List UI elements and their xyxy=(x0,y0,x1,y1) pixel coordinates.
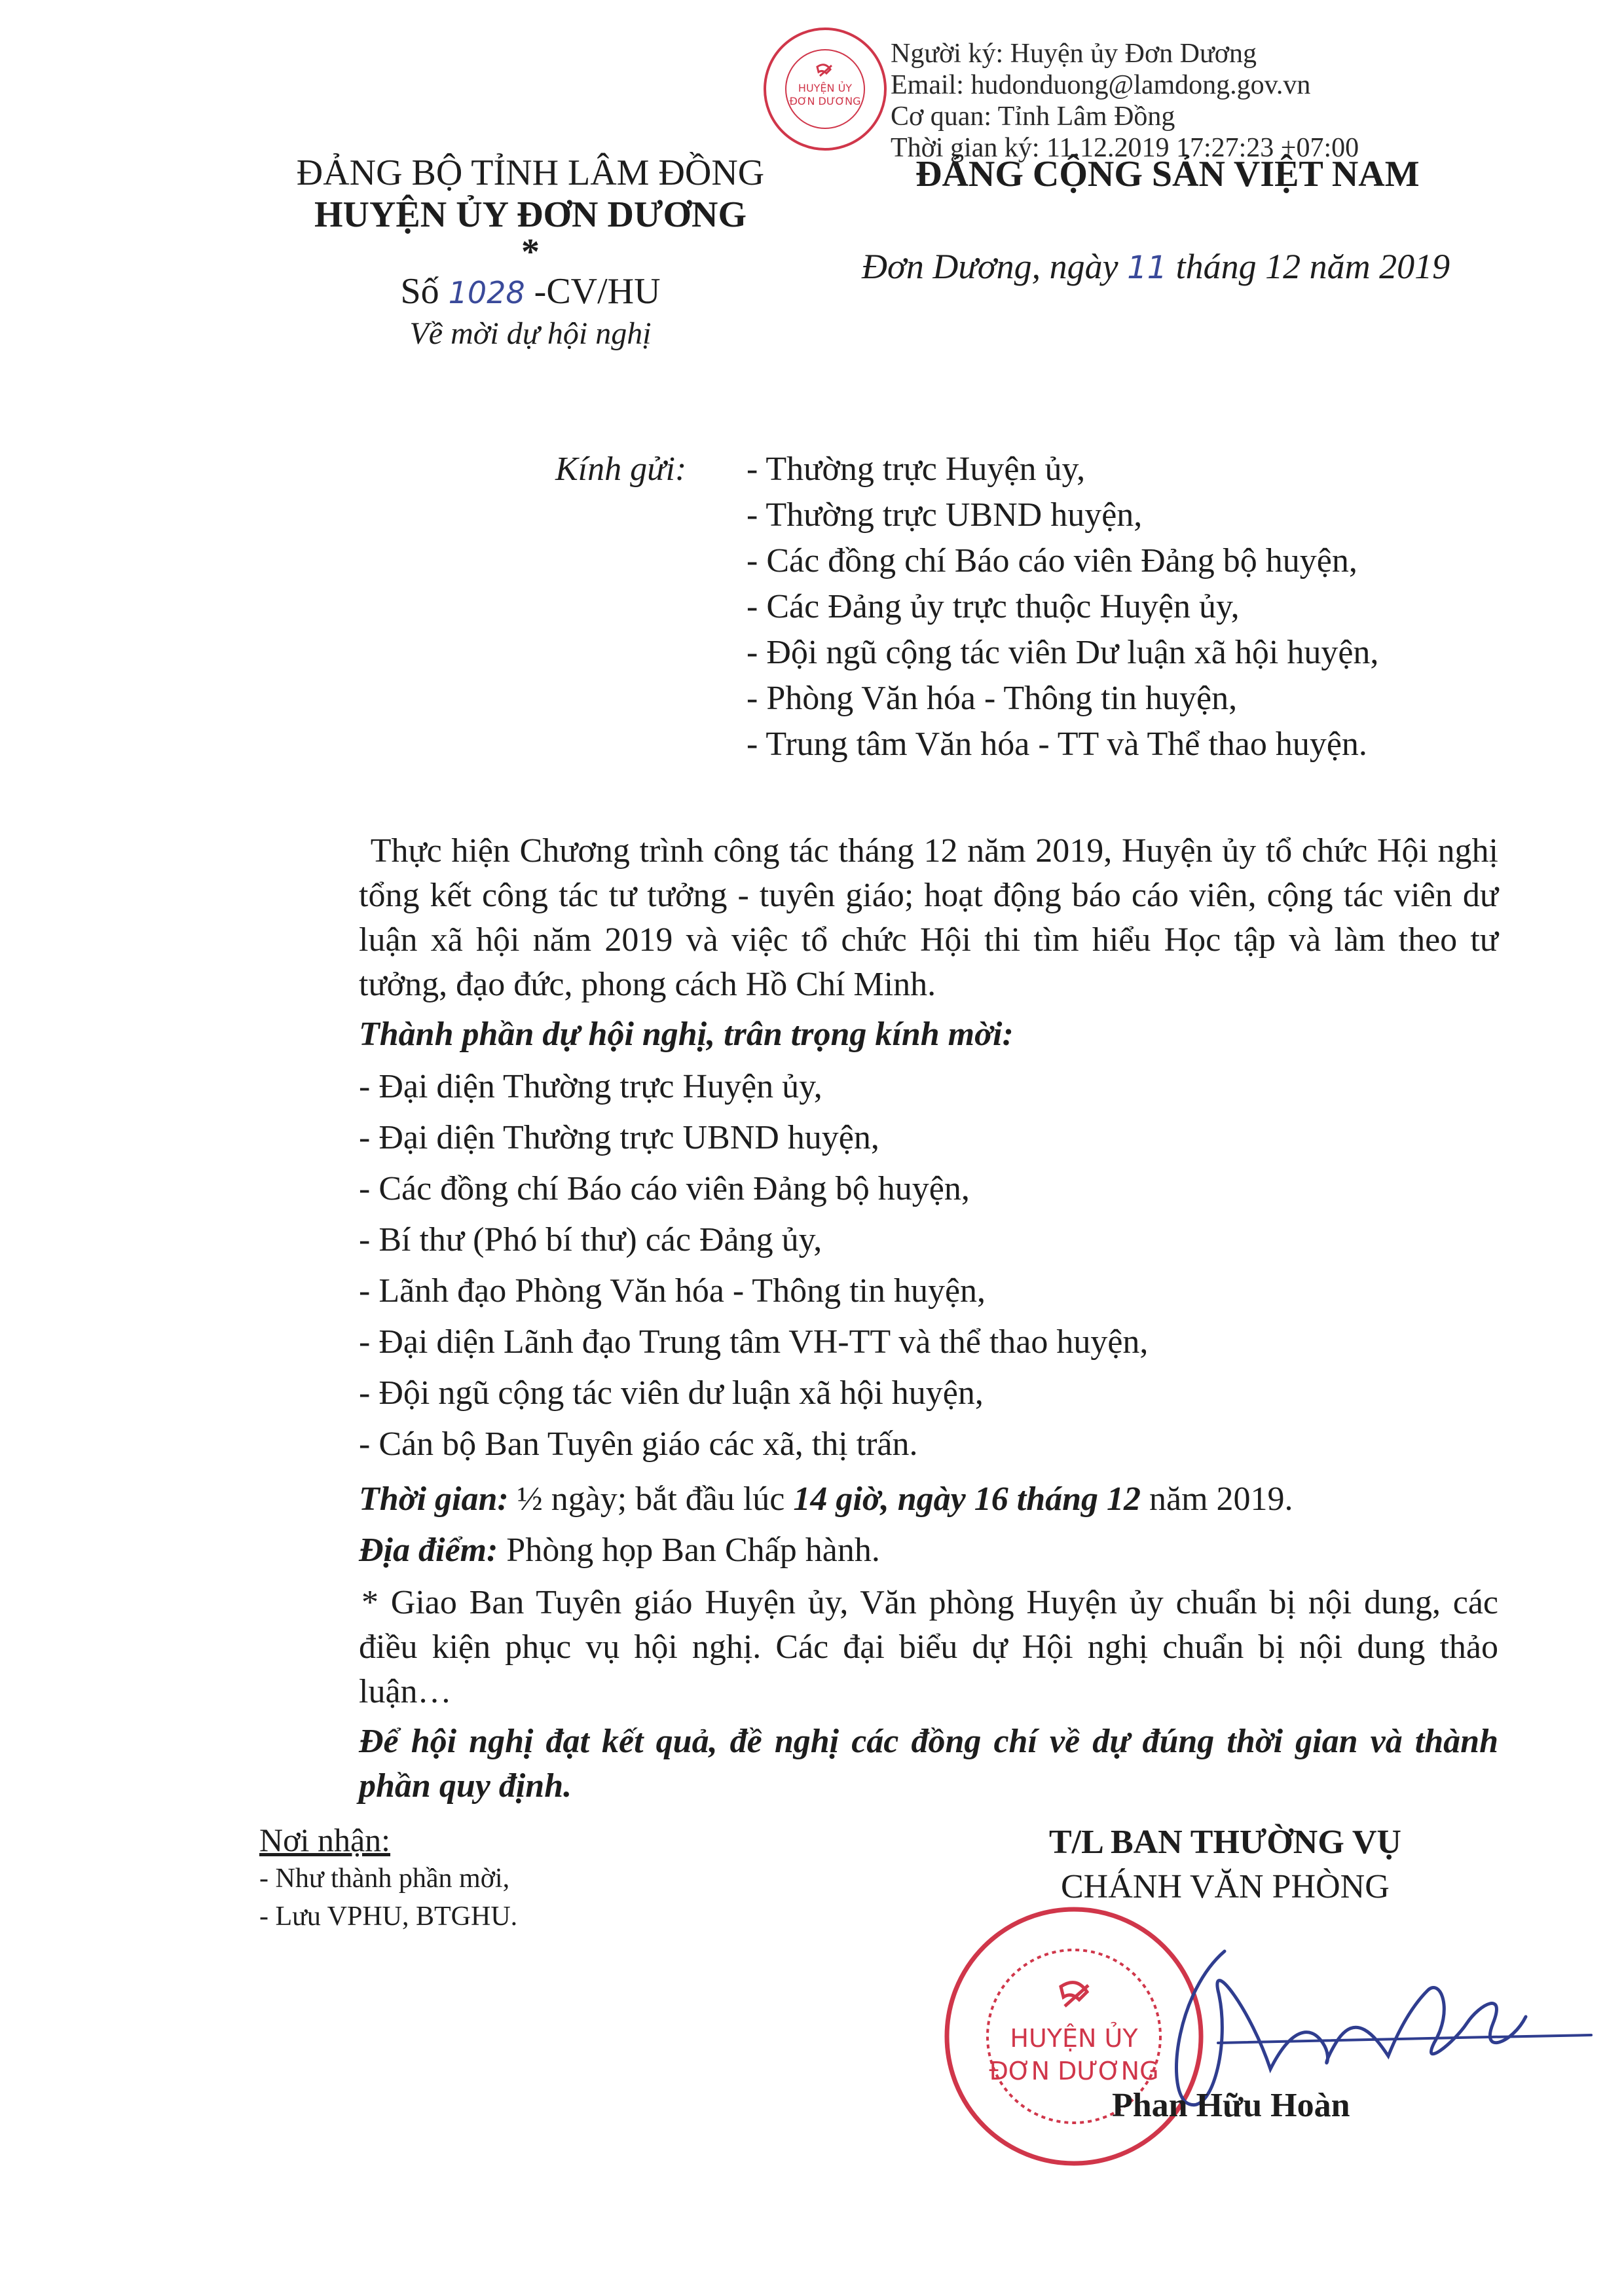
document-number xyxy=(249,268,812,316)
participant-item: - Các đồng chí Báo cáo viên Đảng bộ huyện, xyxy=(359,1170,970,1207)
place-value: Phòng họp Ban Chấp hành. xyxy=(506,1532,880,1569)
participants-heading: Thành phần dự hội nghị, trân trọng kính mời: xyxy=(359,1016,1014,1053)
signer-name: Phan Hữu Hoàn xyxy=(1112,2087,1350,2124)
signature-email: Email: hudonduong@lamdong.gov.vn xyxy=(891,70,1311,100)
recipient-item: - Thường trực Huyện ủy, xyxy=(747,450,1086,488)
time-part1: ½ ngày; bắt đầu lúc xyxy=(517,1480,785,1518)
signatory-position: CHÁNH VĂN PHÒNG xyxy=(1061,1868,1390,1905)
stamp-small-line2: ĐƠN DƯƠNG xyxy=(789,95,861,107)
meeting-place xyxy=(359,1528,880,1573)
stamp-large-line2: ĐƠN DƯƠNG xyxy=(989,2057,1159,2085)
date-day-handwritten: 11 xyxy=(1127,249,1168,286)
recipient-item: - Các Đảng ủy trực thuộc Huyện ủy, xyxy=(747,588,1240,625)
header-star: * xyxy=(521,232,540,272)
header-district-committee: HUYỆN ỦY ĐƠN DƯƠNG xyxy=(314,194,747,235)
number-prefix: Số xyxy=(400,271,439,312)
footer-recipient-item: - Lưu VPHU, BTGHU. xyxy=(259,1901,518,1932)
place-label: Địa điểm: xyxy=(359,1532,498,1569)
signature-time: Thời gian ký: 11.12.2019 17:27:23 +07:00 xyxy=(891,133,1359,163)
recipient-item: - Các đồng chí Báo cáo viên Đảng bộ huyện, xyxy=(747,542,1357,579)
header-party-committee: ĐẢNG BỘ TỈNH LÂM ĐỒNG xyxy=(296,153,765,193)
date-prefix: Đơn Dương, ngày xyxy=(862,247,1118,286)
date-suffix: tháng 12 năm 2019 xyxy=(1175,247,1450,286)
document-subject: Về mời dự hội nghị xyxy=(409,316,652,351)
number-handwritten: 1028 xyxy=(448,275,525,310)
signature-agency: Cơ quan: Tỉnh Lâm Đồng xyxy=(891,101,1175,132)
number-suffix: -CV/HU xyxy=(534,271,661,312)
recipient-item: - Trung tâm Văn hóa - TT và Thể thao huyện. xyxy=(747,725,1367,763)
participant-item: - Đại diện Lãnh đạo Trung tâm VH-TT và thể thao huyện, xyxy=(359,1323,1149,1361)
recipients-footer xyxy=(259,1820,517,1936)
document-date xyxy=(862,246,1450,287)
intro-text: Thực hiện Chương trình công tác tháng 12 năm 2019, Huyện ủy tổ chức Hội nghị tổng kết công tác tư tưởng - tuyên giáo; hoạt động báo cáo viên, cộng tác viên dư luận xã hội năm 2019 và việc tổ chức Hội thi tìm hiểu Học tập và làm theo tư tưởng, đạo đức, phong cách Hồ Chí Minh. xyxy=(359,832,1498,1003)
recipient-item: - Thường trực UBND huyện, xyxy=(747,496,1143,534)
meeting-time xyxy=(359,1477,1293,1522)
party-seal-small-icon xyxy=(760,24,891,155)
header-left xyxy=(249,152,812,352)
recipients-label: Kính gửi: xyxy=(555,450,687,488)
participant-item: - Đội ngũ cộng tác viên dư luận xã hội huyện, xyxy=(359,1374,984,1412)
closing-request: Để hội nghị đạt kết quả, đề nghị các đồng chí về dự đúng thời gian và thành phần quy định. xyxy=(359,1723,1498,1805)
footer-recipient-item: - Như thành phần mời, xyxy=(259,1864,510,1894)
participant-item: - Đại diện Thường trực UBND huyện, xyxy=(359,1119,879,1156)
digital-stamp-small xyxy=(760,24,891,155)
recipient-item: - Đội ngũ cộng tác viên Dư luận xã hội huyện, xyxy=(747,634,1379,671)
signature-signer: Người ký: Huyện ủy Đơn Dương xyxy=(891,39,1257,69)
recipient-item: - Phòng Văn hóa - Thông tin huyện, xyxy=(747,680,1238,717)
participant-item: - Bí thư (Phó bí thư) các Đảng ủy, xyxy=(359,1221,822,1258)
signatory-title: T/L BAN THƯỜNG VỤ xyxy=(1049,1824,1401,1861)
preparation-note: * Giao Ban Tuyên giáo Huyện ủy, Văn phòng Huyện ủy chuẩn bị nội dung, các điều kiện phục vụ hội nghị. Các đại biểu dự Hội nghị chuẩn bị nội dung thảo luận… xyxy=(359,1584,1498,1710)
stamp-small-line1: HUYỆN ỦY xyxy=(798,82,853,94)
digital-signature-info xyxy=(891,38,1359,164)
intro-paragraph xyxy=(359,829,1498,1007)
participant-item: - Lãnh đạo Phòng Văn hóa - Thông tin huyện, xyxy=(359,1272,986,1310)
time-label: Thời gian: xyxy=(359,1480,509,1518)
stamp-large-line1: HUYỆN ỦY xyxy=(1010,2024,1138,2053)
party-name: ĐẢNG CỘNG SẢN VIỆT NAM xyxy=(915,154,1420,194)
time-part2: năm 2019. xyxy=(1149,1480,1293,1518)
time-hour: 14 giờ, ngày 16 tháng 12 xyxy=(793,1480,1141,1518)
participant-item: - Cán bộ Ban Tuyên giáo các xã, thị trấn. xyxy=(359,1425,918,1463)
footer-recipients-label: Nơi nhận: xyxy=(259,1822,391,1858)
participant-item: - Đại diện Thường trực Huyện ủy, xyxy=(359,1068,822,1105)
